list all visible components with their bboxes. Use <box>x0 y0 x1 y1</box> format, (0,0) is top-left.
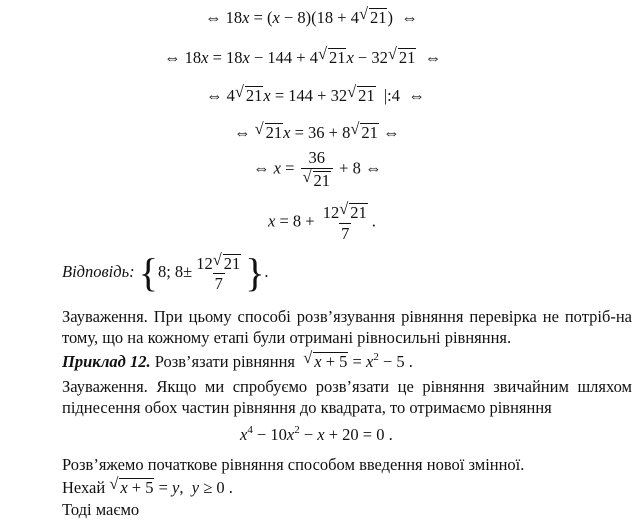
remark-1-label: Зауваження. <box>62 307 148 326</box>
equation-2: ⇔ 18x = 18x − 144 + 4√ 21x − 32√ 21 ⇔ <box>164 48 441 67</box>
answer-label: Відповідь: <box>62 261 135 281</box>
answer-fraction: $\frac{12√ 21}{7}$ <box>194 254 243 293</box>
equation-3: ⇔ 4√ 21x = 144 + 32√ 21 |:4 ⇔ <box>206 86 425 105</box>
example-line: Приклад 12. Розв’язати рівняння √ $x + 5 = x^2 - 5$ . <box>62 352 413 371</box>
remark-2 <box>62 376 632 418</box>
fraction-36-over-sqrt21: 36 √ 21 <box>301 150 334 189</box>
remark-1-text: При цьому способі розв’язування рівняння перевірка не потріб-на тому, що на кожному етапі були отримані рівносильні рівняння. <box>62 307 632 347</box>
then-line: Тоді маємо <box>62 500 140 519</box>
example-text: Розв’язати рівняння <box>154 352 296 371</box>
remark-2-text: Якщо ми спробуємо розв’язати це рівняння звичайним шляхом піднесення обох частин рівняння до квадрата, то отримаємо рівняння <box>62 377 632 417</box>
answer-second-root: 8± <box>174 261 193 281</box>
equation-6: x = 8 + $\frac{12√ 21}{7}$ . <box>268 203 376 242</box>
remark-1 <box>62 306 632 348</box>
let-line: Нехай √ x + 5 = y, y ≥ 0 . <box>62 478 233 497</box>
answer-line: Відповідь: {8; 8± $\frac{12√ 21}{7}$ }. <box>62 253 269 293</box>
equation-4: ⇔ √ 21x = 36 + 8√ 21 ⇔ <box>234 123 399 142</box>
answer-first-root: 8; <box>157 261 171 281</box>
remark-2-label: Зауваження. <box>62 377 148 396</box>
left-brace: { <box>138 250 158 295</box>
equation-1: ⇔ 18x = (x − 8)(18 + 4√ 21) ⇔ <box>205 8 418 27</box>
quartic-equation: $x^4 - 10x^2 - x + 20 = 0$ . <box>240 424 393 444</box>
right-brace: } <box>245 250 265 295</box>
solve-line: Розв’яжемо початкове рівняння способом введення нової змінної. <box>62 455 525 474</box>
example-label: Приклад 12. <box>62 352 151 371</box>
equation-5: ⇔ x = 36 √ 21 + 8 ⇔ <box>253 150 381 189</box>
fraction-12sqrt21-over-7: $\frac{12√ 21}{7}$ <box>321 203 370 242</box>
